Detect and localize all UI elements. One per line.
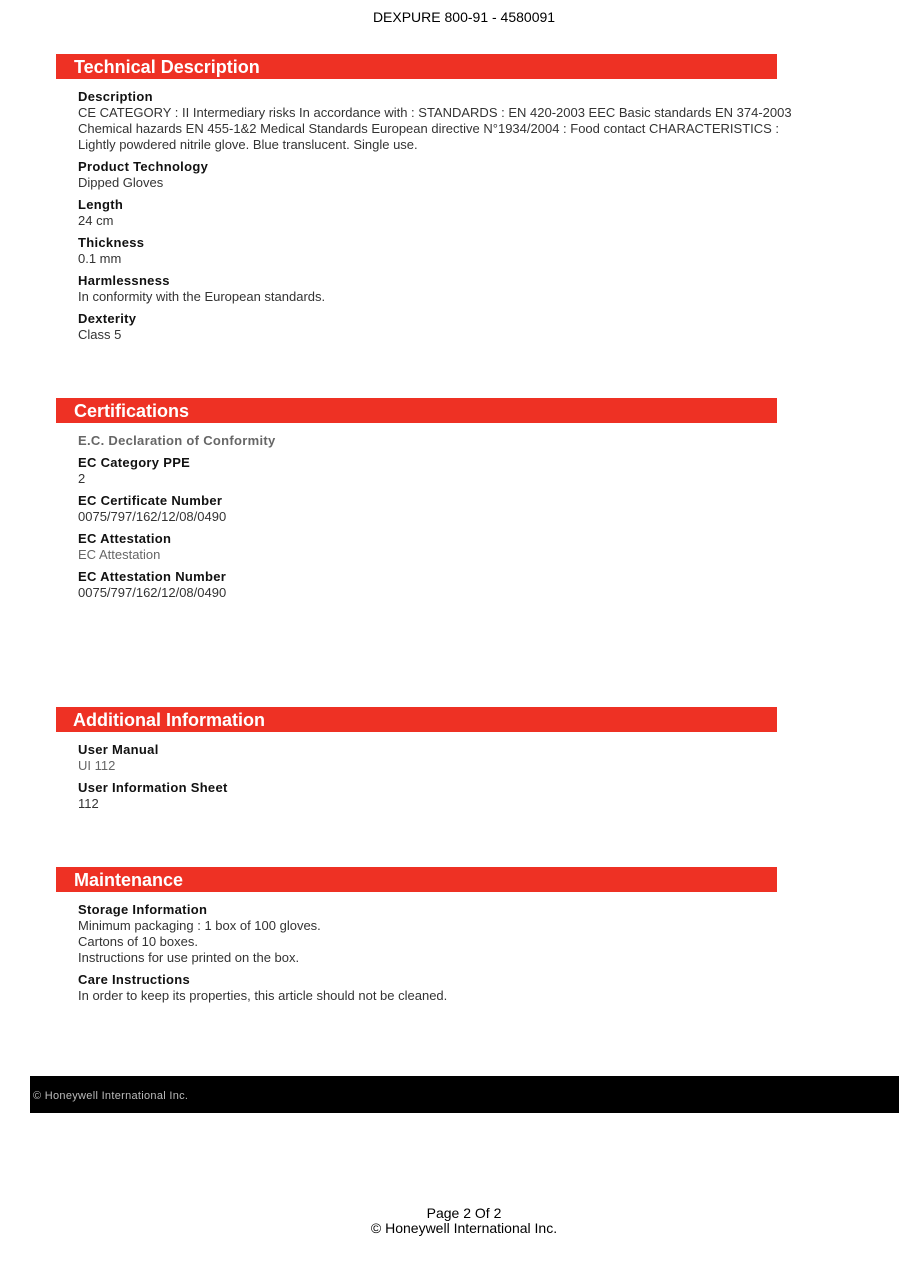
dexterity-value: Class 5 — [78, 327, 122, 342]
certifications-heading: Certifications — [56, 398, 777, 423]
ec-attestation-label: EC Attestation — [78, 531, 172, 546]
ec-attestation-value: EC Attestation — [78, 547, 161, 562]
user-manual-label: User Manual — [78, 742, 159, 757]
ec-attestation-number-value: 0075/797/162/12/08/0490 — [78, 585, 227, 600]
maintenance-section — [56, 867, 777, 1010]
footer-copyright: © Honeywell International Inc. — [370, 1220, 558, 1236]
harmlessness-label: Harmlessness — [78, 273, 170, 288]
storage-information-label: Storage Information — [78, 902, 208, 917]
length-value: 24 cm — [78, 213, 114, 228]
technical-description-heading: Technical Description — [56, 54, 777, 79]
description-label: Description — [78, 89, 153, 104]
declaration-of-conformity-heading: E.C. Declaration of Conformity — [78, 433, 276, 448]
harmlessness-value: In conformity with the European standards. — [78, 289, 326, 304]
page-number: Page 2 Of 2 — [426, 1205, 502, 1221]
page-footer — [0, 1206, 900, 1236]
ec-certificate-number-label: EC Certificate Number — [78, 493, 223, 508]
dexterity-label: Dexterity — [78, 311, 137, 326]
ec-category-label: EC Category PPE — [78, 455, 191, 470]
thickness-label: Thickness — [78, 235, 145, 250]
ec-certificate-number-value: 0075/797/162/12/08/0490 — [78, 509, 227, 524]
user-information-sheet-value: 112 — [78, 796, 99, 811]
additional-information-heading: Additional Information — [56, 707, 777, 732]
certifications-section — [56, 398, 777, 607]
description-value: CE CATEGORY : II Intermediary risks In accordance with : STANDARDS : EN 420-2003 EEC Basic standards EN 374-2003 Chemical hazards EN 455-1&2 Medical Standards European directive N°1934/2004 : Food contact CHARACTERISTICS : Lightly powdered nitrile glove. Blue translucent. Single use. — [78, 105, 792, 152]
length-label: Length — [78, 197, 124, 212]
ec-category-value: 2 — [78, 471, 86, 486]
document-title: DEXPURE 800-91 - 4580091 — [372, 9, 556, 25]
user-information-sheet-label: User Information Sheet — [78, 780, 228, 795]
care-instructions-label: Care Instructions — [78, 972, 191, 987]
ec-attestation-number-label: EC Attestation Number — [78, 569, 227, 584]
care-instructions-value: In order to keep its properties, this article should not be cleaned. — [78, 988, 448, 1003]
maintenance-heading: Maintenance — [56, 867, 777, 892]
storage-information-value: Minimum packaging : 1 box of 100 gloves. Cartons of 10 boxes. Instructions for use printed on the box. — [78, 918, 321, 965]
thickness-value: 0.1 mm — [78, 251, 122, 266]
user-manual-value: UI 112 — [78, 758, 116, 773]
product-technology-value: Dipped Gloves — [78, 175, 164, 190]
technical-description-section — [56, 54, 792, 349]
copyright-band: © Honeywell International Inc. — [30, 1076, 899, 1113]
product-technology-label: Product Technology — [78, 159, 209, 174]
additional-information-section — [56, 707, 777, 818]
